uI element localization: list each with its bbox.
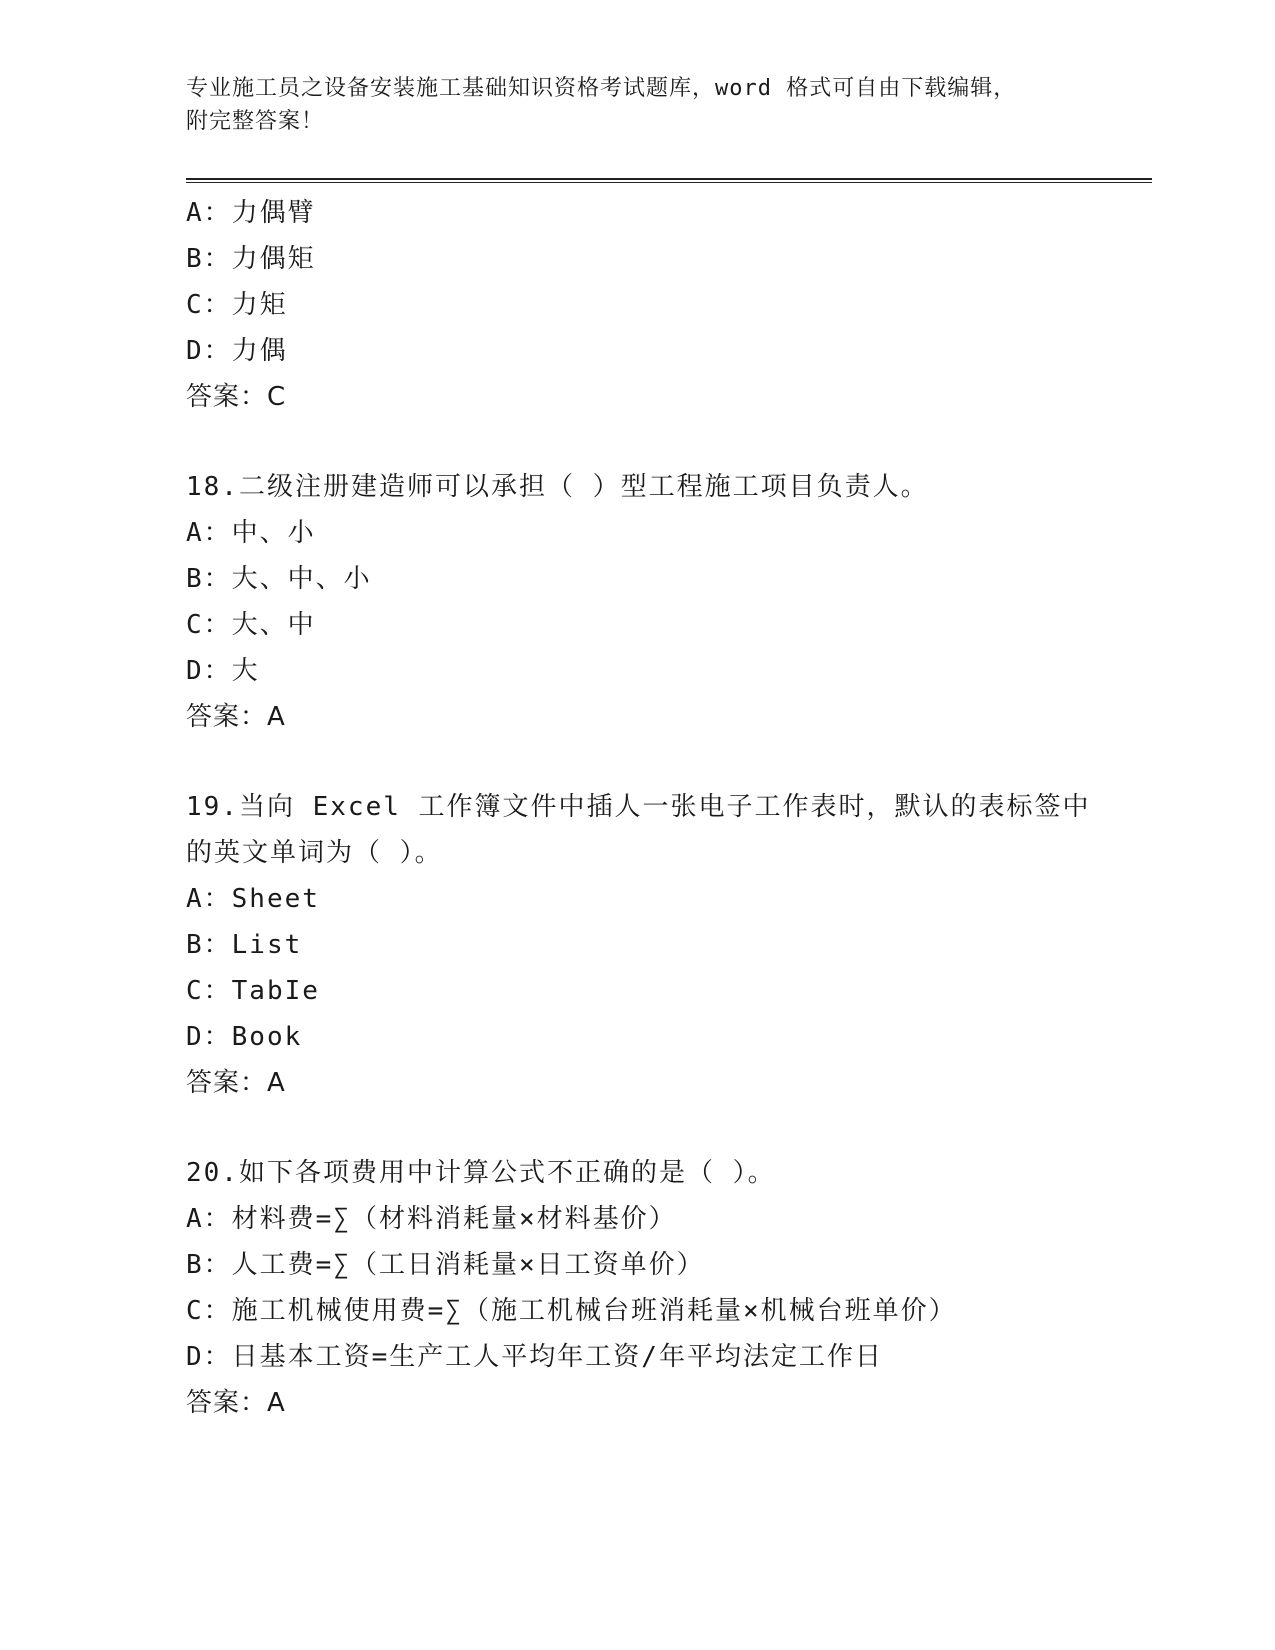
question-list	[186, 190, 1146, 1426]
option-a: A：Sheet	[186, 884, 320, 914]
option-d: D：Book	[186, 1022, 303, 1052]
option-c: C：施工机械使用费=∑（施工机械台班消耗量×机械台班单价）	[186, 1296, 957, 1326]
answer-20: 答案：A	[186, 1388, 286, 1418]
option-c: C：大、中	[186, 610, 316, 640]
option-a: A：材料费=∑（材料消耗量×材料基价）	[186, 1204, 677, 1234]
question-18-text: 18.二级注册建造师可以承担（ ）型工程施工项目负责人。	[186, 472, 929, 502]
header-divider	[186, 178, 1152, 183]
option-a: A：中、小	[186, 518, 316, 548]
option-c: C：TabIe	[186, 976, 320, 1006]
header-line-1: 专业施工员之设备安装施工基础知识资格考试题库，word 格式可自由下载编辑，	[186, 76, 1017, 101]
answer-18: 答案：A	[186, 702, 286, 732]
question-19-text-line-2: 的英文单词为（ ）。	[186, 838, 443, 868]
answer-19: 答案：A	[186, 1068, 286, 1098]
option-b: B：人工费=∑（工日消耗量×日工资单价）	[186, 1250, 705, 1280]
header-line-2: 附完整答案！	[186, 109, 325, 134]
option-d: D：力偶	[186, 336, 288, 366]
option-b: B：力偶矩	[186, 244, 316, 274]
option-a: A：力偶臂	[186, 198, 316, 228]
question-19-text-line-1: 19.当向 Excel 工作簿文件中插人一张电子工作表时，默认的表标签中	[186, 792, 1091, 822]
question-17	[186, 190, 1146, 420]
question-20	[186, 1150, 1146, 1426]
option-b: B：大、中、小	[186, 564, 372, 594]
question-19	[186, 784, 1146, 1106]
question-20-text: 20.如下各项费用中计算公式不正确的是（ ）。	[186, 1158, 776, 1188]
option-d: D：日基本工资=生产工人平均年工资/年平均法定工作日	[186, 1342, 883, 1372]
document-header	[186, 72, 1086, 138]
option-d: D：大	[186, 656, 260, 686]
option-b: B：List	[186, 930, 303, 960]
answer-17: 答案：C	[186, 382, 287, 412]
option-c: C：力矩	[186, 290, 288, 320]
question-18	[186, 464, 1146, 740]
